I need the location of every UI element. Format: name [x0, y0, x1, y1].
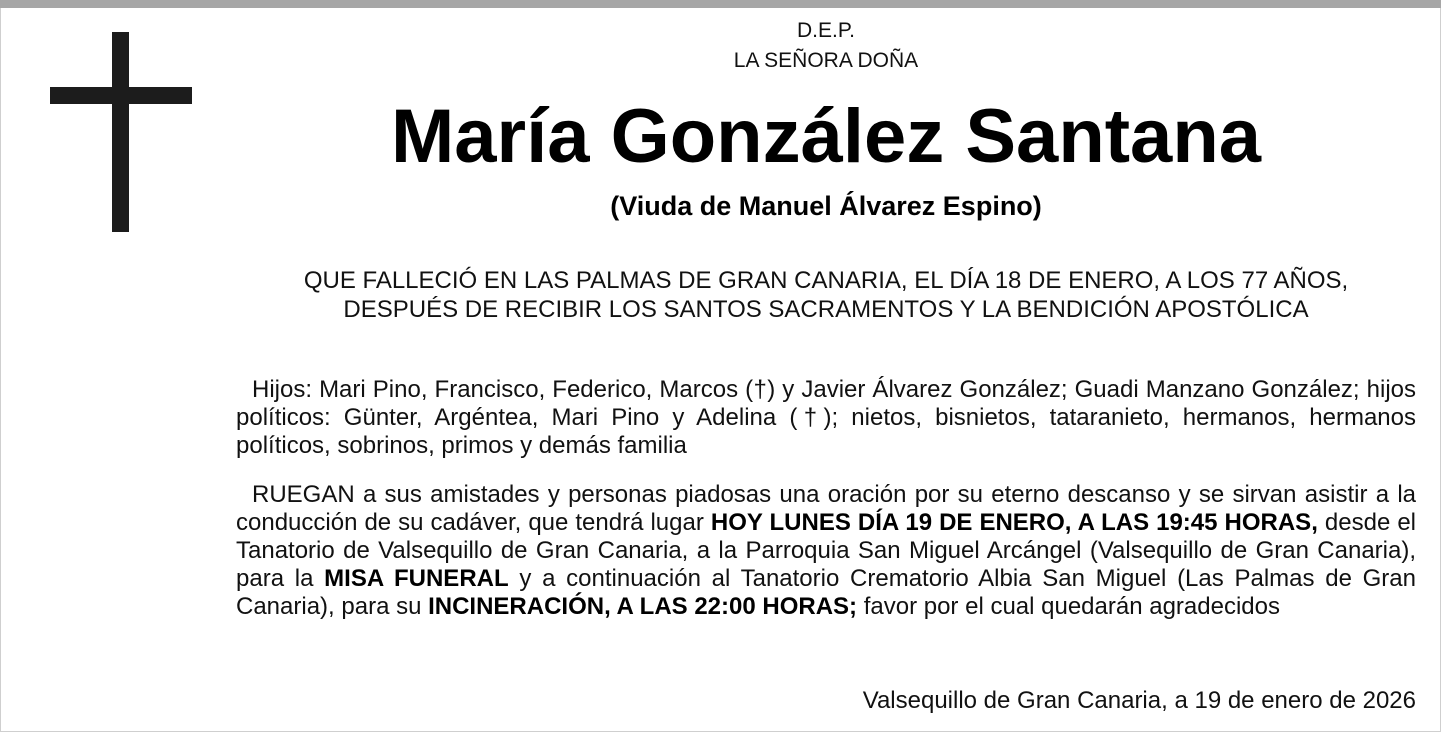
ruegan-text-3: y a continuación al Tanatorio Crematorio Albia San Miguel (Las Palmas de Gran Canaria), para su [236, 565, 1416, 620]
widow-line: (Viuda de Manuel Álvarez Espino) [610, 191, 1042, 221]
place-date: Valsequillo de Gran Canaria, a 19 de enero de 2026 [862, 687, 1416, 714]
ruegan-bold-incineration: INCINERACIÓN, A LAS 22:00 HORAS; [428, 593, 858, 620]
title-line: LA SEÑORA DOÑA [733, 49, 919, 72]
ruegan-text-1: RUEGAN a sus amistades y personas piadosas una oración por su eterno descanso y se sirvan asistir a la conducción de su cadáver, que tendrá lugar [236, 481, 1416, 536]
ruegan-bold-date: HOY LUNES DÍA 19 DE ENERO, A LAS 19:45 HORAS, [710, 509, 1318, 536]
latin-cross-icon [50, 32, 192, 232]
dep-heading: D.E.P. [797, 19, 855, 42]
deceased-name: María González Santana [390, 94, 1262, 179]
top-bar [0, 0, 1441, 8]
relatives-paragraph: Hijos: Mari Pino, Francisco, Federico, Marcos (†) y Javier Álvarez González; Guadi Manzano González; hijos políticos: Günter, Argéntea, Mari Pino y Adelina (†); nietos, bisnietos, tataranieto, hermanos, hermanos políticos, sobrinos, primos y demás familia [236, 376, 1416, 459]
ruegan-text-2: desde el Tanatorio de Valsequillo de Gran Canaria, a la Parroquia San Miguel Arcángel (Valsequillo de Gran Canaria), para la [236, 509, 1417, 592]
cross-vertical-bar [112, 32, 129, 232]
death-notice: QUE FALLECIÓ EN LAS PALMAS DE GRAN CANARIA, EL DÍA 18 DE ENERO, A LOS 77 AÑOS, DESPUÉS DE RECIBIR LOS SANTOS SACRAMENTOS Y LA BENDICIÓN APOSTÓLICA [303, 267, 1349, 323]
ruegan-text-4: favor por el cual quedarán agradecidos [857, 593, 1280, 620]
cross-horizontal-bar [50, 87, 192, 104]
ruegan-paragraph [236, 481, 1416, 621]
ruegan-bold-mass: MISA FUNERAL [324, 565, 509, 592]
